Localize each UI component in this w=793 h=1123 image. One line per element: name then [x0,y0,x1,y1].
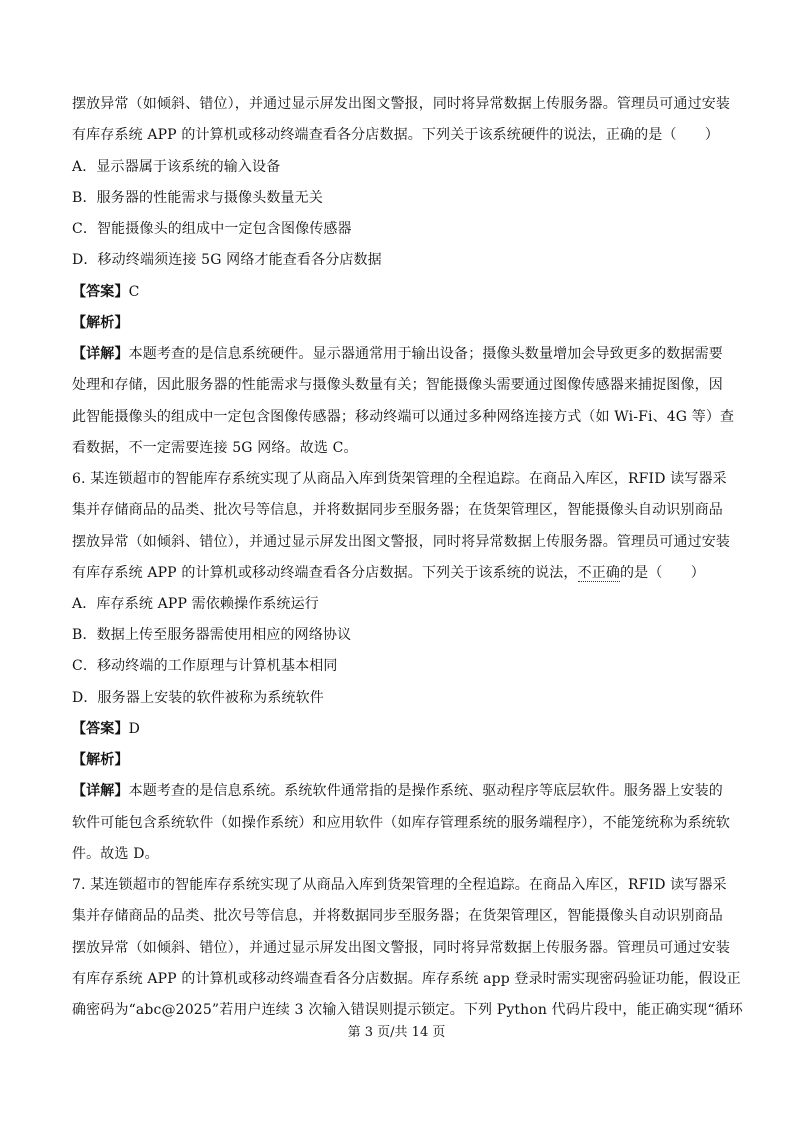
detail-tag: 【详解】 [72,346,129,362]
q7-stem-line: 7. 某连锁超市的智能库存系统实现了从商品入库到货架管理的全程追踪。在商品入库区，RFID 读写器采 [72,877,727,893]
q7-stem-line: 有库存系统 APP 的计算机或移动终端查看各分店数据。库存系统 app 登录时需实现密码验证功能，假设正 [72,971,741,987]
q6-stem-line: 集并存储商品的品类、批次号等信息，并将数据同步至服务器；在货架管理区，智能摄像头自动识别商品 [72,502,723,518]
q6-stem-line: 6. 某连锁超市的智能库存系统实现了从商品入库到货架管理的全程追踪。在商品入库区，RFID 读写器采 [72,471,727,487]
q6-detail [72,781,722,801]
answer-tag: 【答案】 [72,721,129,737]
q5-detail-line: 处理和存储，因此服务器的性能需求与摄像头数量有关；智能摄像头需要通过图像传感器来捕捉图像，因 [72,377,723,393]
page-footer: 第 3 页/共 14 页 [347,1025,446,1040]
q5-answer [72,282,722,302]
q7-stem-line: 集并存储商品的品类、批次号等信息，并将数据同步至服务器；在货架管理区，智能摄像头自动识别商品 [72,908,723,924]
q6-option-d: D．服务器上安装的软件被称为系统软件 [72,690,324,706]
q5-option-b: B．服务器的性能需求与摄像头数量无关 [72,190,323,206]
q6-option-c: C．移动终端的工作原理与计算机基本相同 [72,658,338,674]
detail-text: 本题考查的是信息系统。系统软件通常指的是操作系统、驱动程序等底层软件。服务器上安装的 [128,783,723,799]
analysis-tag: 【解析】 [72,315,129,331]
q6-detail-line: 件。故选 D。 [72,846,159,862]
q5-option-d: D．移动终端须连接 5G 网络才能查看各分店数据 [72,252,382,268]
detail-tag: 【详解】 [72,783,129,799]
q6-analysis-tag [72,750,722,770]
q6-option-b: B．数据上传至服务器需使用相应的网络协议 [72,627,352,643]
q6-emphasis: 不正确 [577,565,621,581]
detail-text: 本题考查的是信息系统硬件。显示器通常用于输出设备；摄像头数量增加会导致更多的数据需要 [128,346,723,362]
q6-stem-line: 摆放异常（如倾斜、错位），并通过显示屏发出图文警报，同时将异常数据上传服务器。管理员可通过安装 [72,534,731,550]
q7-stem-line: 确密码为“abc@2025”若用户连续 3 次输入错误则提示锁定。下列 Python 代码片段中，能正确实现“循环 [72,1002,743,1018]
q6-option-a: A．库存系统 APP 需依赖操作系统运行 [72,596,319,612]
q5-stem-line: 摆放异常（如倾斜、错位），并通过显示屏发出图文警报，同时将异常数据上传服务器。管理员可通过安装 [72,96,731,112]
q6-answer [72,719,722,739]
q7-stem-line: 摆放异常（如倾斜、错位），并通过显示屏发出图文警报，同时将异常数据上传服务器。管理员可通过安装 [72,940,731,956]
q5-analysis-tag [72,313,722,333]
q5-detail-line: 此智能摄像头的组成中一定包含图像传感器；移动终端可以通过多种网络连接方式（如 Wi-Fi、4G 等）查 [72,409,735,425]
q5-detail [72,344,722,364]
q6-stem-text: 有库存系统 APP 的计算机或移动终端查看各分店数据。下列关于该系统的说法， [72,565,578,581]
q5-stem-line: 有库存系统 APP 的计算机或移动终端查看各分店数据。下列关于该系统硬件的说法，正确的是（ ） [72,127,720,143]
answer-tag: 【答案】 [72,284,129,300]
q6-stem-text: 的是（ ） [620,565,705,581]
q5-option-c: C．智能摄像头的组成中一定包含图像传感器 [72,221,352,237]
analysis-tag: 【解析】 [72,752,129,768]
q6-detail-line: 软件可能包含系统软件（如操作系统）和应用软件（如库存管理系统的服务端程序），不能笼统称为系统软 [72,815,731,831]
answer-value: D [128,721,140,737]
q5-option-a: A．显示器属于该系统的输入设备 [72,159,281,175]
answer-value: C [128,284,140,300]
q5-detail-line: 看数据，不一定需要连接 5G 网络。故选 C。 [72,440,358,456]
q6-stem-line [72,563,722,583]
